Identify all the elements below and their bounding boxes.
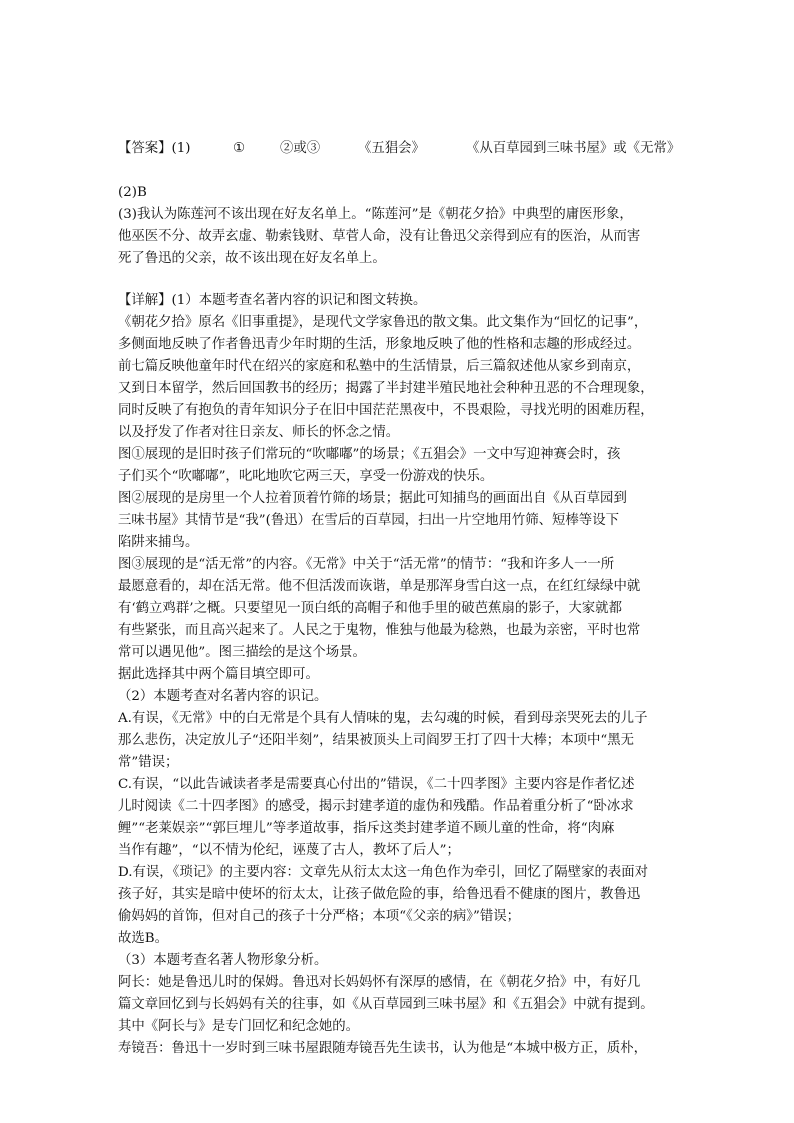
detail-line: 前七篇反映他童年时代在绍兴的家庭和私塾中的生活情景，后三篇叙述他从家乡到南京， <box>118 359 641 374</box>
detail-line: 篇文章回忆到与长妈妈有关的往事，如《从百草园到三味书屋》和《五猖会》中就有提到。 <box>118 997 654 1012</box>
detail-line: 那么悲伤，决定放儿子“还阳半刻”，结果被顶头上司阎罗王打了四十大棒；本项中“黑无 <box>118 733 634 748</box>
detail-line: 据此选择其中两个篇目填空即可。 <box>118 667 319 682</box>
detail-line: 有‘鹤立鸡群’之概。只要望见一顶白纸的高帽子和他手里的破芭蕉扇的影子，大家就都 <box>118 601 622 616</box>
answer-item-3: 《五猖会》 <box>358 141 425 156</box>
detail-line: 当作有趣”，“以不情为伦纪，诬蔑了古人，教坏了后人”； <box>118 843 460 858</box>
detail-line: A.有误，《无常》中的白无常是个具有人情味的鬼，去勾魂的时候，看到母亲哭死去的儿子 <box>118 711 648 726</box>
detail-line: 三味书屋》其情节是“我”(鲁迅）在雪后的百草园，扫出一片空地用竹筛、短棒等设下 <box>118 513 619 528</box>
detail-line: 多侧面地反映了作者鲁迅青少年时期的生活，形象地反映了他的性格和志趣的形成经过。 <box>118 337 641 352</box>
answer-item-4: 《从百草园到三味书屋》或《无常》 <box>466 141 681 156</box>
answer-part1-row <box>118 138 698 160</box>
answer-item-2: ②或③ <box>280 141 321 156</box>
detail-line: 孩子好，其实是暗中使坏的衍太太，让孩子做危险的事，给鲁迅看不健康的图片，教鲁迅 <box>118 887 641 902</box>
detail-line: 有些紧张，而且高兴起来了。人民之于鬼物，惟独与他最为稔熟，也最为亲密，平时也常 <box>118 623 641 638</box>
answer-part2: (2)B <box>118 185 147 200</box>
detail-line: 《朝花夕拾》原名《旧事重提》，是现代文学家鲁迅的散文集。此文集作为“回忆的记事”， <box>118 315 648 330</box>
answer-part3-line: (3)我认为陈莲河不该出现在好友名单上。“陈莲河”是《朝花夕拾》中典型的庸医形象， <box>118 207 633 222</box>
detail-line: 图①展现的是旧时孩子们常玩的“吹嘟嘟”的场景；《五猖会》一文中写迎神赛会时，孩 <box>118 447 621 462</box>
answer-label: 【答案】(1) <box>118 141 191 156</box>
detail-line: 鲤”“老莱娱亲”“郭巨埋儿”等孝道故事，指斥这类封建孝道不顾儿童的性命，将“肉麻 <box>118 821 615 836</box>
answer-part3-line: 死了鲁迅的父亲，故不该出现在好友名单上。 <box>118 251 386 266</box>
detail-line: 又到日本留学，然后回国教书的经历；揭露了半封建半殖民地社会种种丑恶的不合理现象， <box>118 381 654 396</box>
detail-line: 同时反映了有抱负的青年知识分子在旧中国茫茫黑夜中，不畏艰险，寻找光明的困难历程， <box>118 403 654 418</box>
detail-line: 阿长：她是鲁迅儿时的保姆。鲁迅对长妈妈怀有深厚的感情，在《朝花夕拾》中，有好几 <box>118 975 641 990</box>
detail-line: 最愿意看的，却在活无常。他不但活泼而诙谐，单是那浑身雪白这一点，在红红绿绿中就 <box>118 579 641 594</box>
detail-line: 常可以遇见他”。图三描绘的是这个场景。 <box>118 645 366 660</box>
detail-line: （2）本题考查对名著内容的识记。 <box>118 689 328 704</box>
detail-heading: 【详解】(1）本题考查名著内容的识记和图文转换。 <box>118 293 427 308</box>
detail-line: 陷阱来捕鸟。 <box>118 535 199 550</box>
detail-line: D.有误，《琐记》的主要内容：文章先从衍太太这一角色作为牵引，回忆了隔壁家的表面对 <box>118 865 649 880</box>
detail-line: （3）本题考查名著人物形象分析。 <box>118 953 328 968</box>
detail-line: 儿时阅读《二十四孝图》的感受，揭示封建孝道的虚伪和残酷。作品着重分析了“卧冰求 <box>118 799 634 814</box>
detail-line: 子们买个“吹嘟嘟”，叱叱地吹它两三天，享受一份游戏的快乐。 <box>118 469 494 484</box>
detail-line: 图②展现的是房里一个人拉着顶着竹筛的场景；据此可知捕鸟的画面出自《从百草园到 <box>118 491 627 506</box>
detail-line: 故选B。 <box>118 931 169 946</box>
answer-part3-line: 他巫医不分、故弄玄虚、勒索钱财、草菅人命，没有让鲁迅父亲得到应有的医治，从而害 <box>118 229 641 244</box>
answer-item-1: ① <box>233 141 246 156</box>
detail-line: 以及抒发了作者对往日亲友、师长的怀念之情。 <box>118 425 400 440</box>
detail-line: 其中《阿长与》是专门回忆和纪念她的。 <box>118 1019 360 1034</box>
detail-line: 图③展现的是“活无常”的内容。《无常》中关于“活无常”的情节：“我和许多人一一所 <box>118 557 615 572</box>
detail-line: 偷妈妈的首饰，但对自己的孩子十分严格；本项“《父亲的病》”错误； <box>118 909 521 924</box>
detail-line: 常”错误； <box>118 755 179 770</box>
detail-line: C.有误，“以此告诫读者孝是需要真心付出的”错误，《二十四孝图》主要内容是作者忆述 <box>118 777 635 792</box>
detail-line: 寿镜吾：鲁迅十一岁时到三味书屋跟随寿镜吾先生读书，认为他是“本城中极方正，质朴， <box>118 1041 648 1056</box>
